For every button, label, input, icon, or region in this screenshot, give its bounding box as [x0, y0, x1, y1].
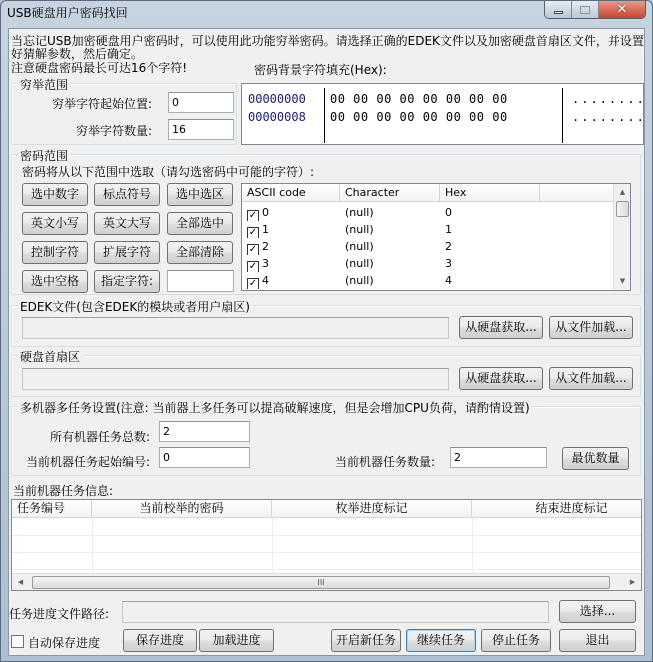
password-range-group [11, 149, 641, 295]
hex-value: 3 [445, 257, 452, 270]
choose-path-button[interactable]: 选择... [559, 600, 636, 623]
character: (null) [345, 274, 374, 287]
caption-buttons [544, 1, 646, 19]
task-table-horizontal-scrollbar[interactable] [12, 573, 641, 590]
specify-chars-button[interactable]: 指定字符: [94, 270, 160, 293]
ascii-list-row[interactable] [242, 204, 540, 221]
column-header-blank [540, 184, 614, 202]
exit-button[interactable]: 退出 [559, 629, 636, 652]
task-start-id-label: 当前机器任务起始编号: [26, 455, 151, 469]
edek-from-file-button[interactable]: 从文件加载... [549, 316, 633, 339]
title-bar[interactable] [1, 1, 652, 25]
select-all-button[interactable]: 全部选中 [167, 212, 233, 235]
character: (null) [345, 223, 374, 236]
clear-all-button[interactable]: 全部清除 [167, 241, 233, 264]
ascii-list-header [242, 184, 614, 202]
hex-row-address: 00000000 [248, 92, 306, 106]
grid-line [12, 569, 642, 570]
select-digits-button[interactable]: 选中数字 [22, 183, 88, 206]
progress-path-label: 任务进度文件路径: [9, 607, 110, 621]
edek-path-input[interactable] [22, 317, 449, 339]
column-header-ascii-code[interactable]: ASCII code [242, 184, 340, 202]
ascii-list-row[interactable] [242, 255, 540, 272]
total-tasks-label: 所有机器任务总数: [50, 430, 151, 444]
grid-line [12, 552, 642, 553]
uppercase-button[interactable]: 英文大写 [94, 212, 160, 235]
multi-task-title: 多机器多任务设置(注意: 当前器上多任务可以提高破解速度，但是会增加CPU负荷，请酌情设置) [20, 401, 530, 415]
edek-file-group [11, 300, 641, 347]
task-info-label: 当前机器任务信息: [13, 484, 114, 498]
optimal-count-button[interactable]: 最优数量 [562, 447, 629, 470]
hex-value: 0 [445, 206, 452, 219]
ascii-code: 4 [262, 274, 269, 287]
character: (null) [345, 240, 374, 253]
row-checkbox[interactable]: ✓ [248, 227, 258, 238]
scroll-left-arrow-icon[interactable]: ◀ [17, 578, 24, 586]
row-checkbox[interactable]: ✓ [248, 210, 258, 221]
first-sector-path-input[interactable] [22, 368, 449, 390]
ascii-code: 1 [262, 223, 269, 236]
control-chars-button[interactable]: 控制字符 [22, 241, 88, 264]
hex-value: 1 [445, 223, 452, 236]
load-progress-button[interactable]: 加载进度 [199, 629, 274, 652]
ascii-code: 2 [262, 240, 269, 253]
hex-fill-label: 密码背景字符填充(Hex): [254, 63, 387, 77]
minimize-button[interactable] [545, 1, 572, 18]
hex-row-ascii: ........ [572, 92, 646, 106]
autosave-checkbox[interactable] [11, 635, 24, 648]
enum-count-input[interactable]: 16 [168, 119, 234, 140]
continue-task-button[interactable]: 继续任务 [406, 629, 476, 652]
grid-line [472, 518, 473, 573]
scroll-down-arrow-icon[interactable]: ▼ [619, 277, 626, 285]
character: (null) [345, 206, 374, 219]
grid-line [12, 535, 642, 536]
specify-chars-input[interactable] [167, 270, 234, 292]
ascii-code: 3 [262, 257, 269, 270]
task-count-input[interactable]: 2 [450, 447, 547, 468]
total-tasks-input[interactable]: 2 [159, 421, 250, 442]
close-icon: ✕ [616, 2, 628, 17]
grid-line [92, 518, 93, 573]
task-start-id-input[interactable]: 0 [159, 447, 250, 468]
ascii-code: 0 [262, 206, 269, 219]
hex-value: 2 [445, 240, 452, 253]
progress-path-input[interactable] [122, 601, 549, 623]
save-progress-button[interactable]: 保存进度 [123, 629, 197, 652]
enum-range-title: 穷举范围 [20, 78, 69, 92]
column-header-character[interactable]: Character [340, 184, 440, 202]
ascii-char-list[interactable] [241, 183, 631, 291]
ascii-list-vertical-scrollbar[interactable] [613, 184, 630, 290]
multi-task-group [11, 401, 641, 476]
hex-row-ascii: ........ [572, 110, 646, 124]
start-new-task-button[interactable]: 开启新任务 [331, 629, 401, 652]
edek-file-title: EDEK文件(包含EDEK的模块或者用户扇区) [20, 300, 250, 314]
row-checkbox[interactable]: ✓ [248, 261, 258, 272]
scroll-right-arrow-icon[interactable]: ▶ [629, 578, 636, 586]
select-space-button[interactable]: 选中空格 [22, 270, 88, 293]
first-sector-group [11, 350, 641, 397]
hex-row-bytes[interactable]: 00 00 00 00 00 00 00 00 [330, 110, 508, 124]
intro-line-1: 当忘记USB加密硬盘用户密码时，可以使用此功能穷举密码。请选择正确的EDEK文件以及加密硬盘首扇区文件，并设置 [11, 34, 644, 48]
maximize-button [572, 1, 599, 18]
scroll-up-arrow-icon[interactable]: ▲ [619, 188, 626, 196]
column-header-task-id[interactable]: 任务编号 [12, 500, 92, 518]
dialog-client-area [8, 28, 645, 656]
row-checkbox[interactable]: ✓ [248, 278, 258, 289]
minimize-icon [554, 11, 563, 14]
task-table-header [12, 500, 642, 518]
first-sector-title: 硬盘首扇区 [20, 350, 81, 364]
hex-separator [324, 88, 325, 143]
row-checkbox[interactable]: ✓ [248, 244, 258, 255]
grid-line [272, 518, 273, 573]
column-header-end-progress[interactable]: 结束进度标记 [472, 500, 642, 518]
sector-from-file-button[interactable]: 从文件加载... [549, 367, 633, 390]
ascii-list-row[interactable] [242, 221, 540, 238]
hex-separator [562, 88, 563, 143]
column-header-enum-progress[interactable]: 枚举进度标记 [272, 500, 472, 518]
punctuation-button[interactable]: 标点符号 [94, 183, 160, 206]
ascii-list-row[interactable] [242, 272, 540, 289]
lowercase-button[interactable]: 英文小写 [22, 212, 88, 235]
sector-from-disk-button[interactable]: 从硬盘获取... [459, 367, 543, 390]
scroll-thumb[interactable] [616, 201, 629, 217]
enum-start-input[interactable]: 0 [168, 92, 234, 113]
window-title: USB硬盘用户密码找回 [7, 6, 128, 20]
select-selection-button[interactable]: 选中选区 [167, 183, 233, 206]
hex-value: 4 [445, 274, 452, 287]
enum-start-label: 穷举字符起始位置: [52, 97, 153, 111]
column-header-hex[interactable]: Hex [440, 184, 540, 202]
hex-row-bytes[interactable]: 00 00 00 00 00 00 00 00 [330, 92, 508, 106]
edek-from-disk-button[interactable]: 从硬盘获取... [459, 316, 543, 339]
max-length-note: 注意硬盘密码最长可达16个字符! [11, 61, 188, 75]
stop-task-button[interactable]: 停止任务 [481, 629, 551, 652]
maximize-icon [580, 6, 590, 14]
close-button[interactable] [599, 1, 645, 18]
password-range-hint: 密码将从以下范围中选取（请勾选密码中可能的字符）: [22, 165, 315, 179]
scroll-thumb[interactable]: III [32, 576, 610, 589]
ascii-list-row[interactable] [242, 238, 540, 255]
autosave-label[interactable]: 自动保存进度 [28, 636, 101, 650]
task-count-label: 当前机器任务数量: [335, 455, 436, 469]
password-range-title: 密码范围 [20, 149, 69, 163]
character: (null) [345, 257, 374, 270]
task-info-table[interactable] [11, 499, 642, 591]
hex-fill-editor[interactable] [241, 83, 644, 145]
intro-line-2: 好猜解参数，然后确定。 [11, 47, 144, 61]
column-header-current-password[interactable]: 当前校举的密码 [92, 500, 272, 518]
hex-row-address: 00000008 [248, 110, 306, 124]
enum-count-label: 穷举字符数量: [76, 124, 153, 138]
extended-chars-button[interactable]: 扩展字符 [94, 241, 160, 264]
enum-range-group [11, 78, 237, 145]
